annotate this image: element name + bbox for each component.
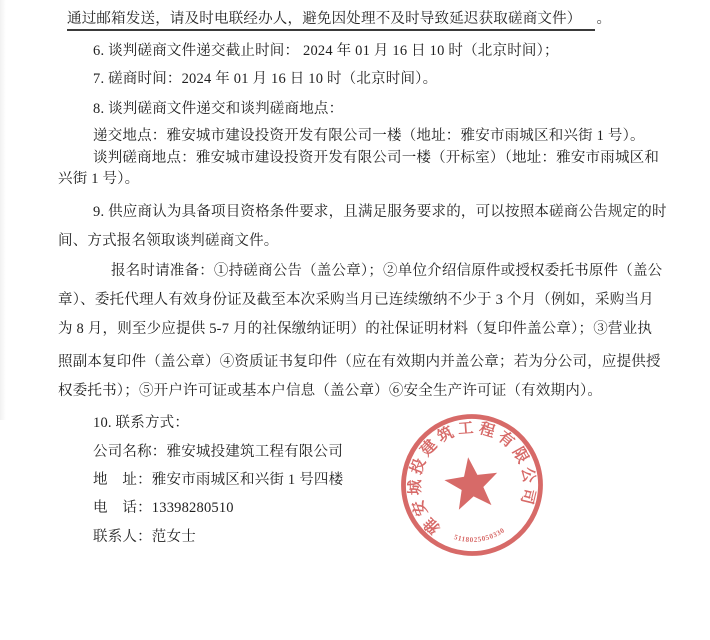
- scan-edge-shadow: [0, 0, 6, 420]
- seal-company-text: 雅安城投建筑工程有限公司: [406, 419, 538, 537]
- negotiation-location-wrap-line: 兴街 1 号）。: [58, 171, 140, 187]
- signup-materials-line-4: 照副本复印件（盖公章）④资质证书复印件（应在有效期内并盖公章；若为分公司，应提供授: [58, 354, 661, 370]
- signup-materials-line-2: 章）、委托代理人有效身份证及截至本次采购当月已连续缴纳不少于 3 个月（例如，采购当月: [58, 292, 654, 308]
- underlined-note: [67, 11, 595, 31]
- official-seal: [392, 405, 552, 565]
- contact-person-line: 联系人：范女士: [93, 529, 196, 545]
- signup-materials-line-3: 为 8 月，则至少应提供 5-7 月的社保缴纳证明）的社保证明材料（复印件盖公章）；③营业执: [58, 321, 653, 337]
- note-period: 。: [596, 11, 612, 27]
- negotiation-time-line: 7. 磋商时间：2024 年 01 月 16 日 10 时（北京时间）。: [93, 71, 438, 87]
- signup-materials-line-1: 报名时请准备：①持磋商公告（盖公章）；②单位介绍信原件或授权委托书原件（盖公: [111, 263, 663, 279]
- seal-star-icon: [442, 454, 502, 512]
- submission-location-line: 递交地点：雅安城市建设投资开发有限公司一楼（地址：雅安市雨城区和兴街 1 号）。: [93, 128, 645, 144]
- locations-heading-line: 8. 谈判磋商文件递交和谈判磋商地点：: [93, 101, 344, 117]
- submission-deadline-line: 6. 谈判磋商文件递交截止时间： 2024 年 01 月 16 日 10 时（北京时间）；: [93, 43, 559, 59]
- underlined-note-text: 通过邮箱发送，请及时电联经办人，避免因处理不及时导致延迟获取磋商文件）: [67, 11, 582, 27]
- contact-heading-line: 10. 联系方式：: [93, 415, 190, 431]
- company-name-line: 公司名称：雅安城投建筑工程有限公司: [93, 444, 343, 460]
- supplier-eligibility-line: 9. 供应商认为具备项目资格条件要求，且满足服务要求的，可以按照本磋商公告规定的时: [93, 204, 667, 220]
- seal-number-text: 5118025050330: [452, 526, 507, 545]
- negotiation-location-line: 谈判磋商地点：雅安城市建设投资开发有限公司一楼（开标室）（地址：雅安市雨城区和: [93, 150, 660, 166]
- phone-line: 电 话：13398280510: [93, 500, 234, 516]
- continuation-note-line: [67, 11, 611, 31]
- supplier-eligibility-wrap-line: 间、方式报名领取谈判磋商文件。: [58, 233, 279, 249]
- company-address-line: 地 址：雅安市雨城区和兴街 1 号四楼: [93, 472, 344, 488]
- signup-materials-line-5: 权委托书）；⑤开户许可证或基本户信息（盖公章）⑥安全生产许可证（有效期内）。: [58, 383, 603, 399]
- seal-number-arc-path: [444, 513, 526, 550]
